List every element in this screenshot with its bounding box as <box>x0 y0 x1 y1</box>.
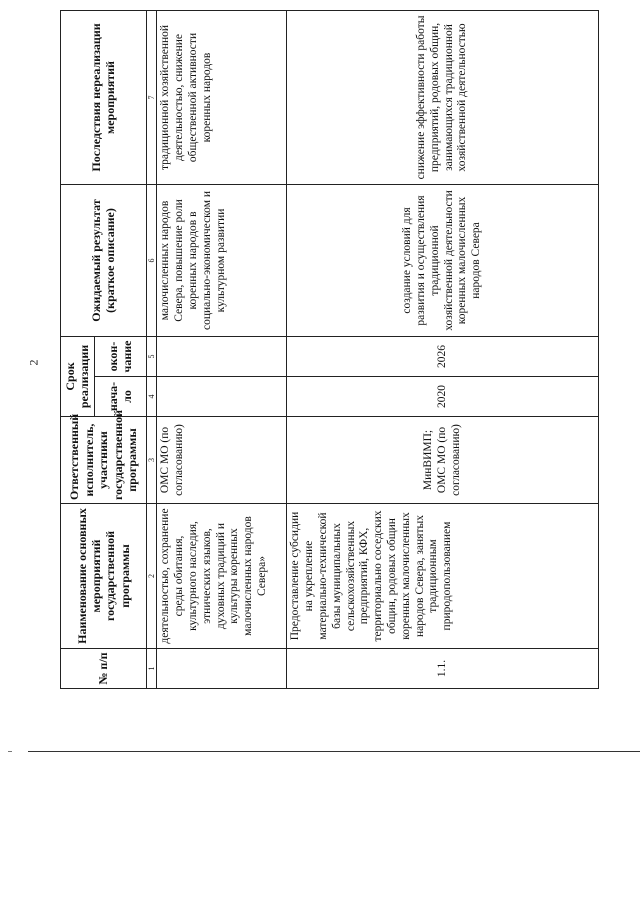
header-num: № п/п <box>61 649 147 689</box>
header-activity-name: Наименование основных мероприятий государственной программы <box>61 504 147 649</box>
col-number: 4 <box>146 377 157 417</box>
col-number: 1 <box>146 649 157 689</box>
column-number-row <box>146 10 157 688</box>
margin-tick <box>8 751 12 752</box>
table-row <box>287 10 599 688</box>
header-consequence: Последствия нереализации мероприятий <box>61 10 147 184</box>
col-number: 7 <box>146 10 157 184</box>
header-result: Ожидаемый результат (краткое описание) <box>61 184 147 336</box>
row-start <box>157 377 287 417</box>
row-result: малочисленных народов Севера, повышение роли коренных народов в социально-экономическом и культурном развитии <box>157 184 287 336</box>
program-activities-table <box>60 10 599 689</box>
row-result: создание условий для развития и осуществления традиционной хозяйственной деятельности коренных малочисленных народов Севера <box>287 184 599 336</box>
rotated-table-container <box>60 11 599 689</box>
row-activity-name: Предоставление субсидии на укрепление материально-технической базы муниципальных сельскохозяйственных предприятий, КФХ, территориально соседских общин, родовых общин коренных малочисленных народов Севера, занятых традиционным природопользованием <box>287 504 599 649</box>
header-row <box>61 10 95 688</box>
page-divider-line <box>28 751 640 752</box>
row-num <box>157 649 287 689</box>
page-number: 2 <box>26 359 41 366</box>
header-start: нача-ло <box>94 377 146 417</box>
row-consequence: снижение эффективности работы предприятий, родовых общин, занимающихся традиционной хозяйственной деятельностью <box>287 10 599 184</box>
row-num: 1.1. <box>287 649 599 689</box>
table-row <box>157 10 287 688</box>
col-number: 6 <box>146 184 157 336</box>
col-number: 3 <box>146 417 157 504</box>
col-number: 5 <box>146 336 157 376</box>
row-end: 2026 <box>287 336 599 376</box>
row-executor: МинВИМП; ОМС МО (по согласованию) <box>287 417 599 504</box>
row-activity-name: деятельностью, сохранение среды обитания, культурного наследия, этнических языков, духовных традиций и культуры коренных малочисленных народов Севера» <box>157 504 287 649</box>
header-term: Срок реализации <box>61 336 95 416</box>
row-start: 2020 <box>287 377 599 417</box>
header-end: окон-чание <box>94 336 146 376</box>
col-number: 2 <box>146 504 157 649</box>
row-consequence: традиционной хозяйственной деятельностью, снижение общественной активности коренных народов <box>157 10 287 184</box>
row-executor: ОМС МО (по согласованию) <box>157 417 287 504</box>
row-end <box>157 336 287 376</box>
header-executor: Ответственный исполнитель, участники государственной программы <box>61 417 147 504</box>
